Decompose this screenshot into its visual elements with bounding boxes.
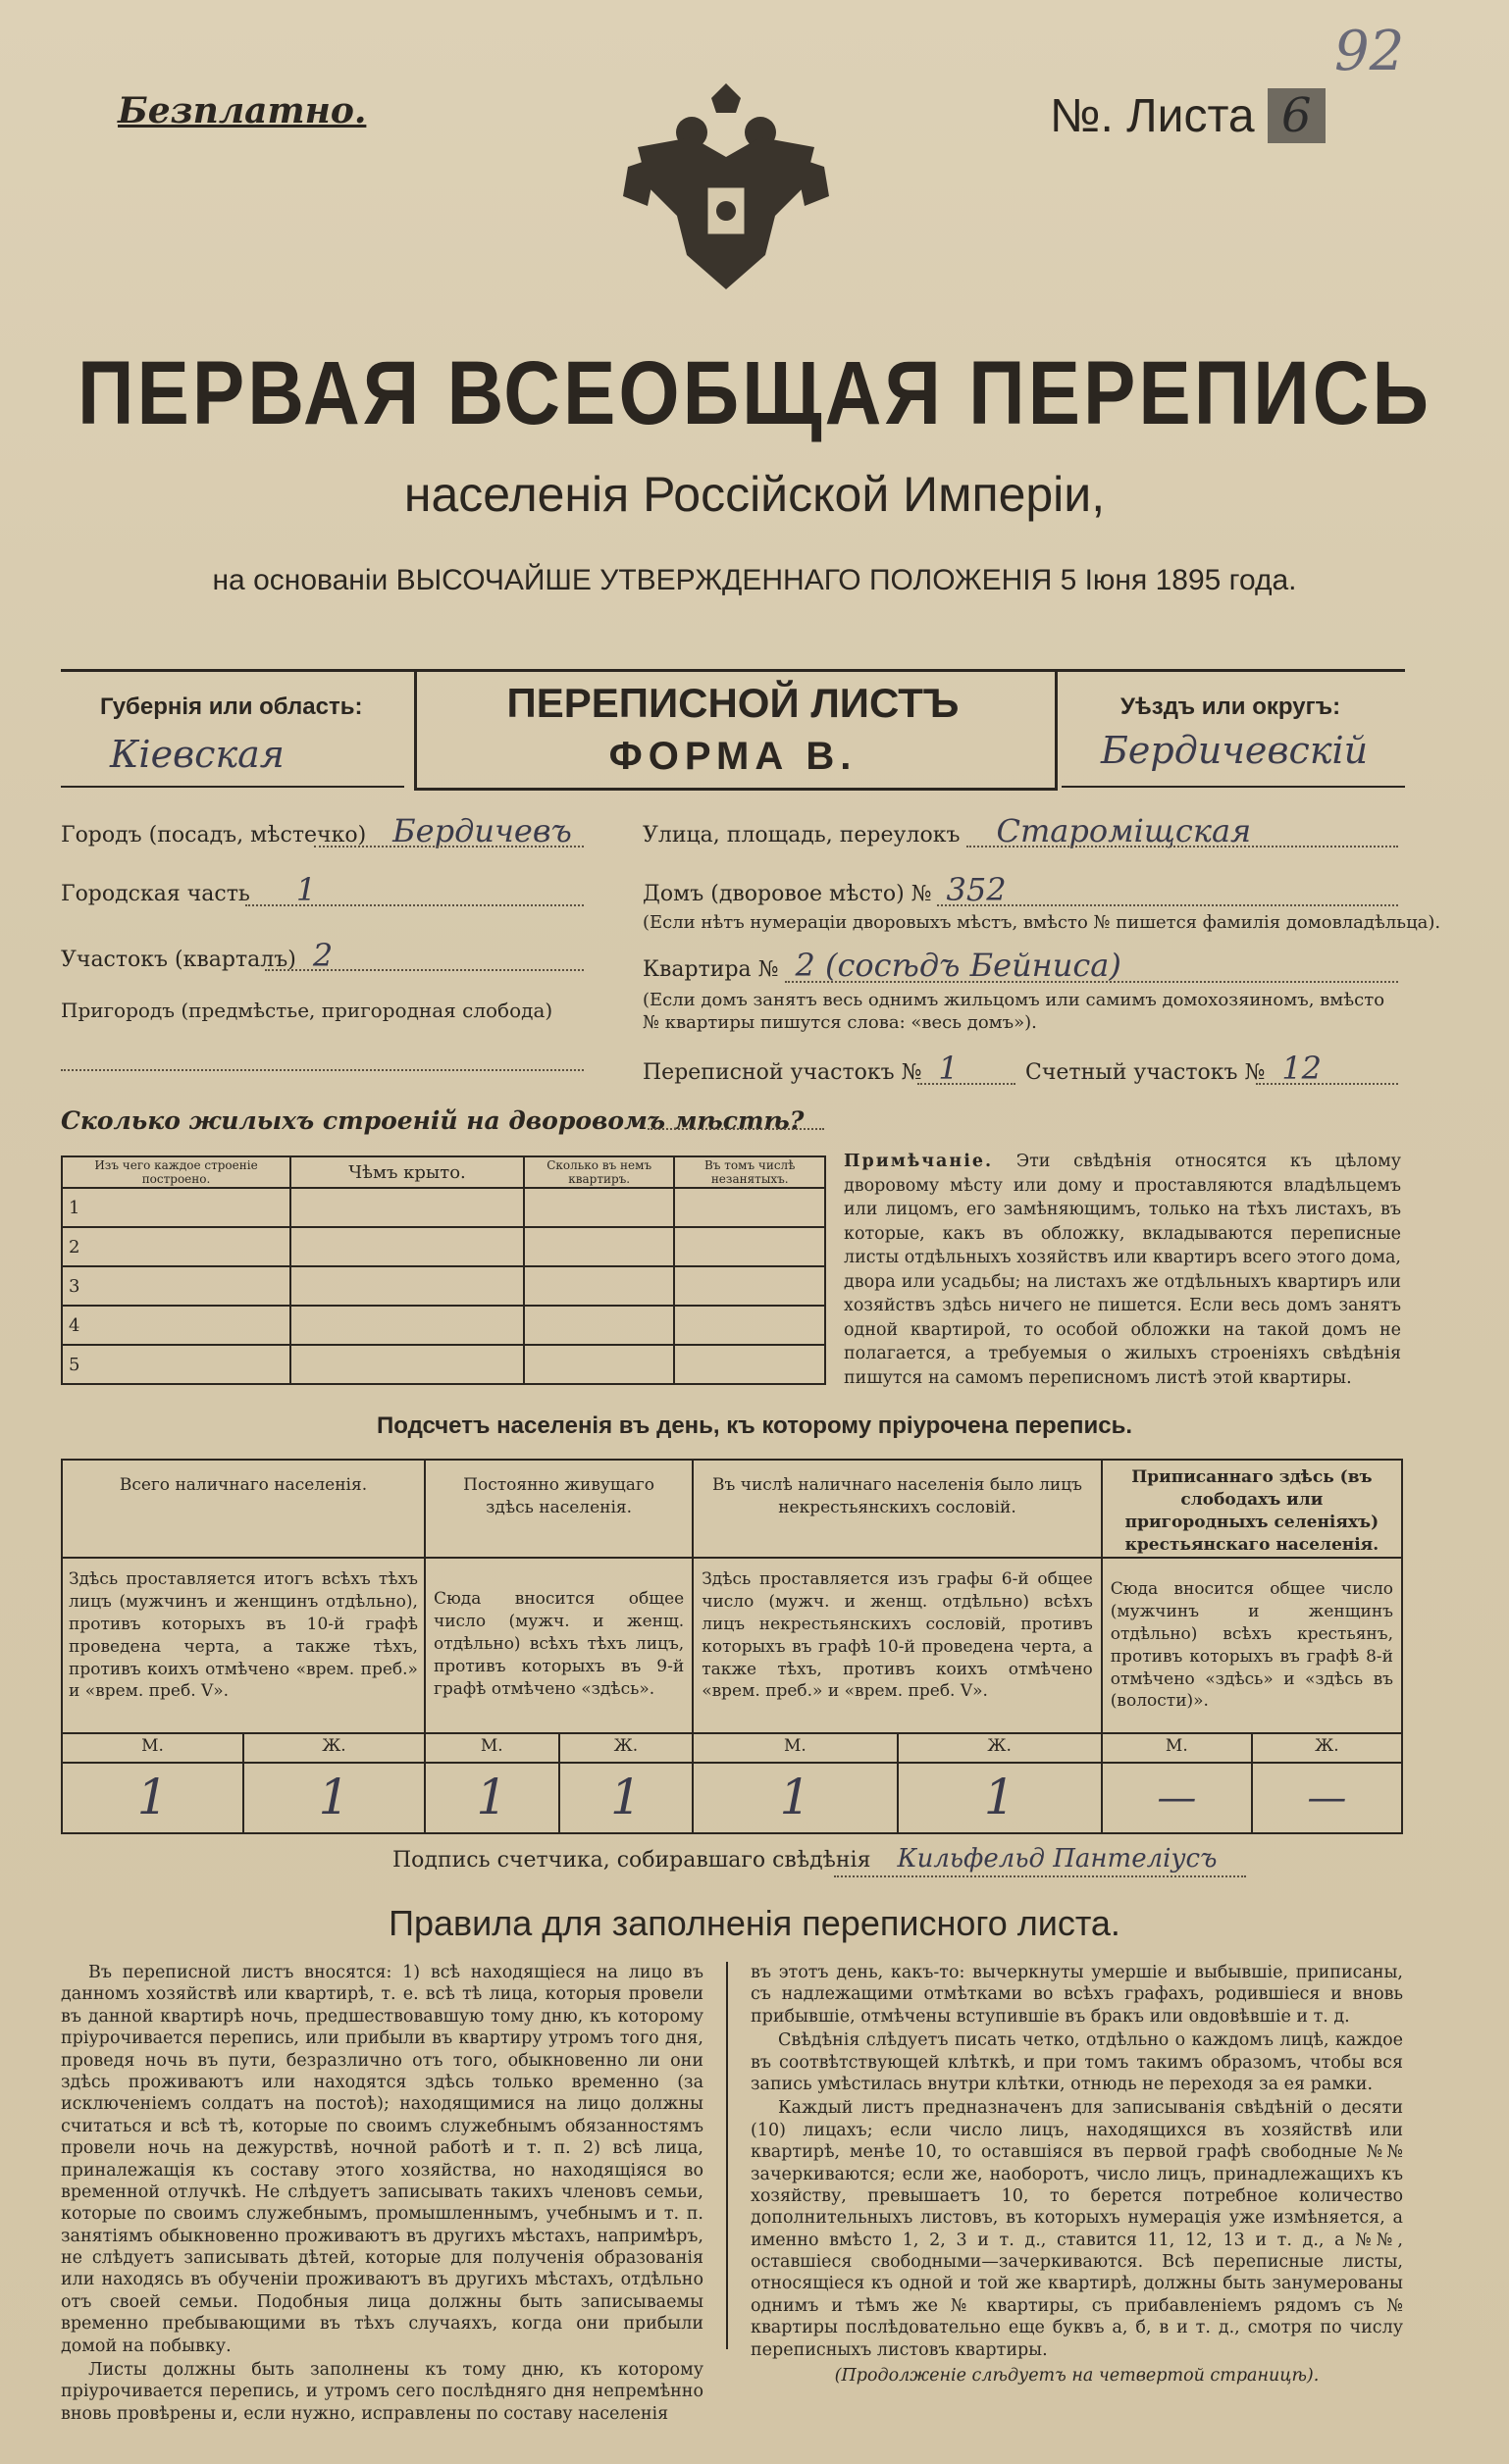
buildings-row-number: 4 <box>62 1306 290 1345</box>
count-value: — <box>1252 1763 1402 1833</box>
count-desc-peasant: Сюда вносится общее число (мужчинъ и женщинъ отдѣльно) всѣхъ крестьянъ, противъ которыхъ въ графѣ 8-й отмѣчено «здѣсь» и «здѣсь въ (волости)». <box>1102 1558 1402 1734</box>
rules-title: Правила для заполненія переписного листа. <box>389 1903 1120 1943</box>
population-count-title: Подсчетъ населенія въ день, къ которому пріурочена перепись. <box>377 1412 1132 1439</box>
house-note: (Если нѣтъ нумераціи дворовыхъ мѣстъ, вмѣсто № пишется фамилія домовладѣльца). <box>643 912 1441 933</box>
count-col-male: М. <box>1102 1733 1252 1763</box>
counting-district-label: Счетный участокъ № <box>1025 1060 1266 1085</box>
district-label: Участокъ (кварталъ) <box>61 948 296 972</box>
city-part-value: 1 <box>295 871 317 908</box>
count-value: — <box>1102 1763 1252 1833</box>
buildings-row-number: 1 <box>62 1188 290 1227</box>
count-desc-nonpeasant: Здѣсь проставляется изъ графы 6-й общее число (мужч. и женщ. отдѣльно) всѣхъ лицъ некрестьянскихъ сословій, противъ которыхъ въ графѣ 10-й проведена черта, а также тѣхъ, противъ коихъ отмѣчено «врем. преб.» и «врем. преб. V». <box>693 1558 1102 1734</box>
buildings-row-number: 5 <box>62 1345 290 1384</box>
street-value: Староміщская <box>996 812 1252 849</box>
city-part-field <box>61 871 316 908</box>
count-col-male: М. <box>62 1733 243 1763</box>
signature-value: Кильфельд Пантеліусъ <box>897 1844 1218 1874</box>
sheet-number-label: №. Листа <box>1050 90 1255 142</box>
enumerator-signature <box>392 1844 1217 1874</box>
guberniya-value: Кіевская <box>110 733 285 776</box>
count-value: 1 <box>898 1763 1102 1833</box>
population-count-table <box>61 1459 1403 1834</box>
city-label: Городъ (посадъ, мѣстечко) <box>61 823 367 847</box>
apartment-note: (Если домъ занятъ весь однимъ жильцомъ или самимъ домохозяиномъ, вмѣсто № квартиры пишутся слова: «весь домъ»). <box>643 990 1385 1034</box>
rules-paragraph: Свѣдѣнія слѣдуетъ писать четко, отдѣльно о каждомъ лицѣ, каждое въ соотвѣтствующей клѣткѣ, и при томъ такимъ образомъ, чтобы вся запись умѣстилась внутри клѣтки, отнюдь не переходя за ея рамки. <box>751 2030 1403 2094</box>
count-value: 1 <box>693 1763 897 1833</box>
rules-paragraph: въ этотъ день, какъ-то: вычеркнуты умершіе и выбывшіе, приписаны, съ надлежащими отмѣтками во всѣхъ графахъ, родившіеся и вновь прибывшіе, отмѣчены вступившіе въ бракъ или овдовѣвшіе и т. д. <box>751 1963 1403 2027</box>
house-label: Домъ (дворовое мѣсто) № <box>643 882 932 906</box>
legal-basis: на основаніи ВЫСОЧАЙШЕ УТВЕРЖДЕННАГО ПОЛОЖЕНІЯ 5 Іюня 1895 года. <box>212 564 1297 596</box>
rules-right-column <box>751 1962 1403 2387</box>
city-part-label: Городская часть <box>61 882 250 906</box>
rules-paragraph: Листы должны быть заполнены къ тому дню, къ которому пріурочивается перепись, и утромъ сего послѣдняго дня непремѣнно вновь провѣрены и, если нужно, исправлены по составу населенія <box>61 2360 703 2424</box>
count-col-female: Ж. <box>898 1733 1102 1763</box>
buildings-col-roof: Чѣмъ крыто. <box>290 1156 524 1188</box>
count-header-total: Всего наличнаго населенія. <box>62 1460 425 1558</box>
census-district-field <box>643 1050 959 1087</box>
house-field <box>643 871 1007 908</box>
count-col-male: М. <box>693 1733 897 1763</box>
count-value: 1 <box>425 1763 559 1833</box>
uezd-label: Уѣздъ или округъ: <box>1120 693 1341 720</box>
rules-left-column <box>61 1962 703 2427</box>
uezd-value: Бердичевскій <box>1101 729 1369 772</box>
subtitle: населенія Россійской Имперіи, <box>403 467 1106 522</box>
count-col-female: Ж. <box>243 1733 425 1763</box>
count-value: 1 <box>243 1763 425 1833</box>
sheet-number-block <box>1050 88 1326 143</box>
buildings-col-vacant: Въ томъ числѣ незанятыхъ. <box>674 1156 825 1188</box>
street-field <box>643 812 1251 849</box>
apartment-field <box>643 947 1121 984</box>
note-lead: Примѣчаніе. <box>844 1152 994 1171</box>
signature-label: Подпись счетчика, собиравшаго свѣдѣнія <box>392 1848 871 1873</box>
form-type: ФОРМА В. <box>608 735 858 778</box>
note-text: Эти свѣдѣнія относятся къ цѣлому дворовому мѣсту или дому и проставляются владѣльцемъ или лицомъ, его замѣняющимъ, только на тѣхъ листахъ, въ которые, какъ въ обложку, вкладываются переписные листы отдѣльныхъ хозяйствъ или квартиръ всего этого дома, двора или усадьбы; на листахъ же отдѣльныхъ квартиръ или хозяйствъ здѣсь ничего не пишется. Если весь домъ занятъ одной квартирой, то особой обложки на такой домъ не полагается, а требуемыя о жилыхъ строеніяхъ свѣдѣнія пишутся на самомъ переписномъ листѣ этой квартиры. <box>844 1152 1401 1388</box>
buildings-table <box>61 1155 826 1385</box>
count-value: 1 <box>559 1763 694 1833</box>
counting-district-value: 12 <box>1281 1050 1323 1087</box>
count-header-nonpeasant: Въ числѣ наличнаго населенія было лицъ некрестьянскихъ сословій. <box>693 1460 1102 1558</box>
archive-page-number: 92 <box>1334 20 1405 83</box>
apartment-value: 2 (сосѣдъ Бейниса) <box>795 947 1121 984</box>
count-desc-total: Здѣсь проставляется итогъ всѣхъ тѣхъ лицъ (мужчинъ и женщинъ отдѣльно), противъ которыхъ въ 10-й графѣ проведена черта, а также тѣхъ, противъ коихъ отмѣчено «врем. преб.» и «врем. преб. V». <box>62 1558 425 1734</box>
guberniya-label: Губернія или область: <box>100 693 363 720</box>
count-col-female: Ж. <box>559 1733 694 1763</box>
census-district-label: Переписной участокъ № <box>643 1060 922 1085</box>
double-headed-eagle-icon <box>618 78 834 314</box>
count-col-female: Ж. <box>1252 1733 1402 1763</box>
count-desc-permanent: Сюда вносится общее число (мужч. и женщ. отдѣльно) всѣхъ тѣхъ лицъ, противъ которыхъ въ 9-й графѣ отмѣчено «здѣсь». <box>425 1558 693 1734</box>
count-col-male: М. <box>425 1733 559 1763</box>
district-value: 2 <box>312 937 334 974</box>
form-header-box <box>61 669 1405 790</box>
rules-paragraph: Въ переписной листъ вносятся: 1) всѣ находящіеся на лицо въ данномъ хозяйствѣ или квартирѣ, т. е. всѣ тѣ лица, которыя провели въ данной квартирѣ ночь, предшествовавшую тому дню, къ которому пріурочивается перепись, или прибыли въ квартиру утромъ того дня, проведя ночь въ пути, безразлично отъ того, обыкновенно ли они здѣсь проживаютъ или находятся здѣсь только временно (за исключеніемъ солдатъ на постоѣ); находящимися на лицо должны считаться и всѣ тѣ, которые по своимъ служебнымъ обязанностямъ провели ночь на дежурствѣ, ночной работѣ и т. п. 2) всѣ лица, приналежащія къ составу этого хозяйства, но находящіяся во временной отлучкѣ. Не слѣдуетъ записывать такихъ членовъ семьи, которые по своимъ служебнымъ, промышленнымъ, учебнымъ и т. п. занятіямъ обыкновенно проживаютъ въ другихъ мѣстахъ, напримѣръ, не слѣдуетъ записывать дѣтей, которые для полученія образованія или находясь въ обученіи проживаютъ въ другихъ мѣстахъ, отдѣльно отъ своей семьи. Подобныя лица должны быть записываемы временно пребывающими въ тѣхъ случаяхъ, когда они прибыли домой на побывку. <box>61 1963 703 2356</box>
house-value: 352 <box>946 871 1007 908</box>
counting-district-field <box>1025 1050 1322 1087</box>
buildings-row-number: 2 <box>62 1227 290 1266</box>
form-title: ПЕРЕПИСНОЙ ЛИСТЪ <box>506 680 960 726</box>
count-header-permanent: Постоянно живущаго здѣсь населенія. <box>425 1460 693 1558</box>
buildings-col-apartments: Сколько въ немъ квартиръ. <box>524 1156 674 1188</box>
city-field <box>61 812 591 849</box>
buildings-row-number: 3 <box>62 1266 290 1306</box>
free-label: Безплатно. <box>118 90 367 131</box>
buildings-question: Сколько жилыхъ строеній на дворовомъ мѣстѣ? <box>61 1106 805 1135</box>
suburb-label: Пригородъ (предмѣстье, пригородная слобода) <box>61 999 553 1022</box>
rules-continued: (Продолженіе слѣдуетъ на четвертой страницѣ). <box>834 2366 1320 2387</box>
census-district-value: 1 <box>938 1050 959 1087</box>
buildings-note <box>844 1150 1401 1390</box>
sheet-number-value: 6 <box>1268 88 1326 143</box>
buildings-col-material: Изъ чего каждое строеніе построено. <box>62 1156 290 1188</box>
count-value: 1 <box>62 1763 243 1833</box>
count-header-peasant: Приписаннаго здѣсь (въ слободахъ или пригородныхъ селеніяхъ) крестьянскаго населенія. <box>1102 1460 1402 1558</box>
rules-paragraph: Каждый листъ предназначенъ для записыванія свѣдѣній о десяти (10) лицахъ; если число лицъ, находящихся въ хозяйствѣ или квартирѣ, менѣе 10, то оставшіяся въ первой графѣ свободные №№ зачеркиваются; если же, наоборотъ, число лицъ, принадлежащихъ къ хозяйству, превышаетъ 10, то берется потребное количество дополнительныхъ листовъ, въ которыхъ нумерація уже измѣняется, а именно вмѣсто 1, 2, 3 и т. д., ставится 11, 12, 13 и т. д., а №№, оставшіеся свободными—зачеркиваются. Всѣ переписные листы, относящіеся къ одной и той же квартирѣ, должны быть занумерованы однимъ и тѣмъ же № квартиры, съ прибавленіемъ рядомъ съ № квартиры послѣдовательно еще буквъ а, б, в и т. д., смотря по числу переписныхъ листовъ квартиры. <box>751 2098 1403 2360</box>
main-title: ПЕРВАЯ ВСЕОБЩАЯ ПЕРЕПИСЬ <box>78 342 1431 443</box>
street-label: Улица, площадь, переулокъ <box>643 823 961 847</box>
apartment-label: Квартира № <box>643 957 779 982</box>
city-value: Бердичевъ <box>392 812 572 849</box>
